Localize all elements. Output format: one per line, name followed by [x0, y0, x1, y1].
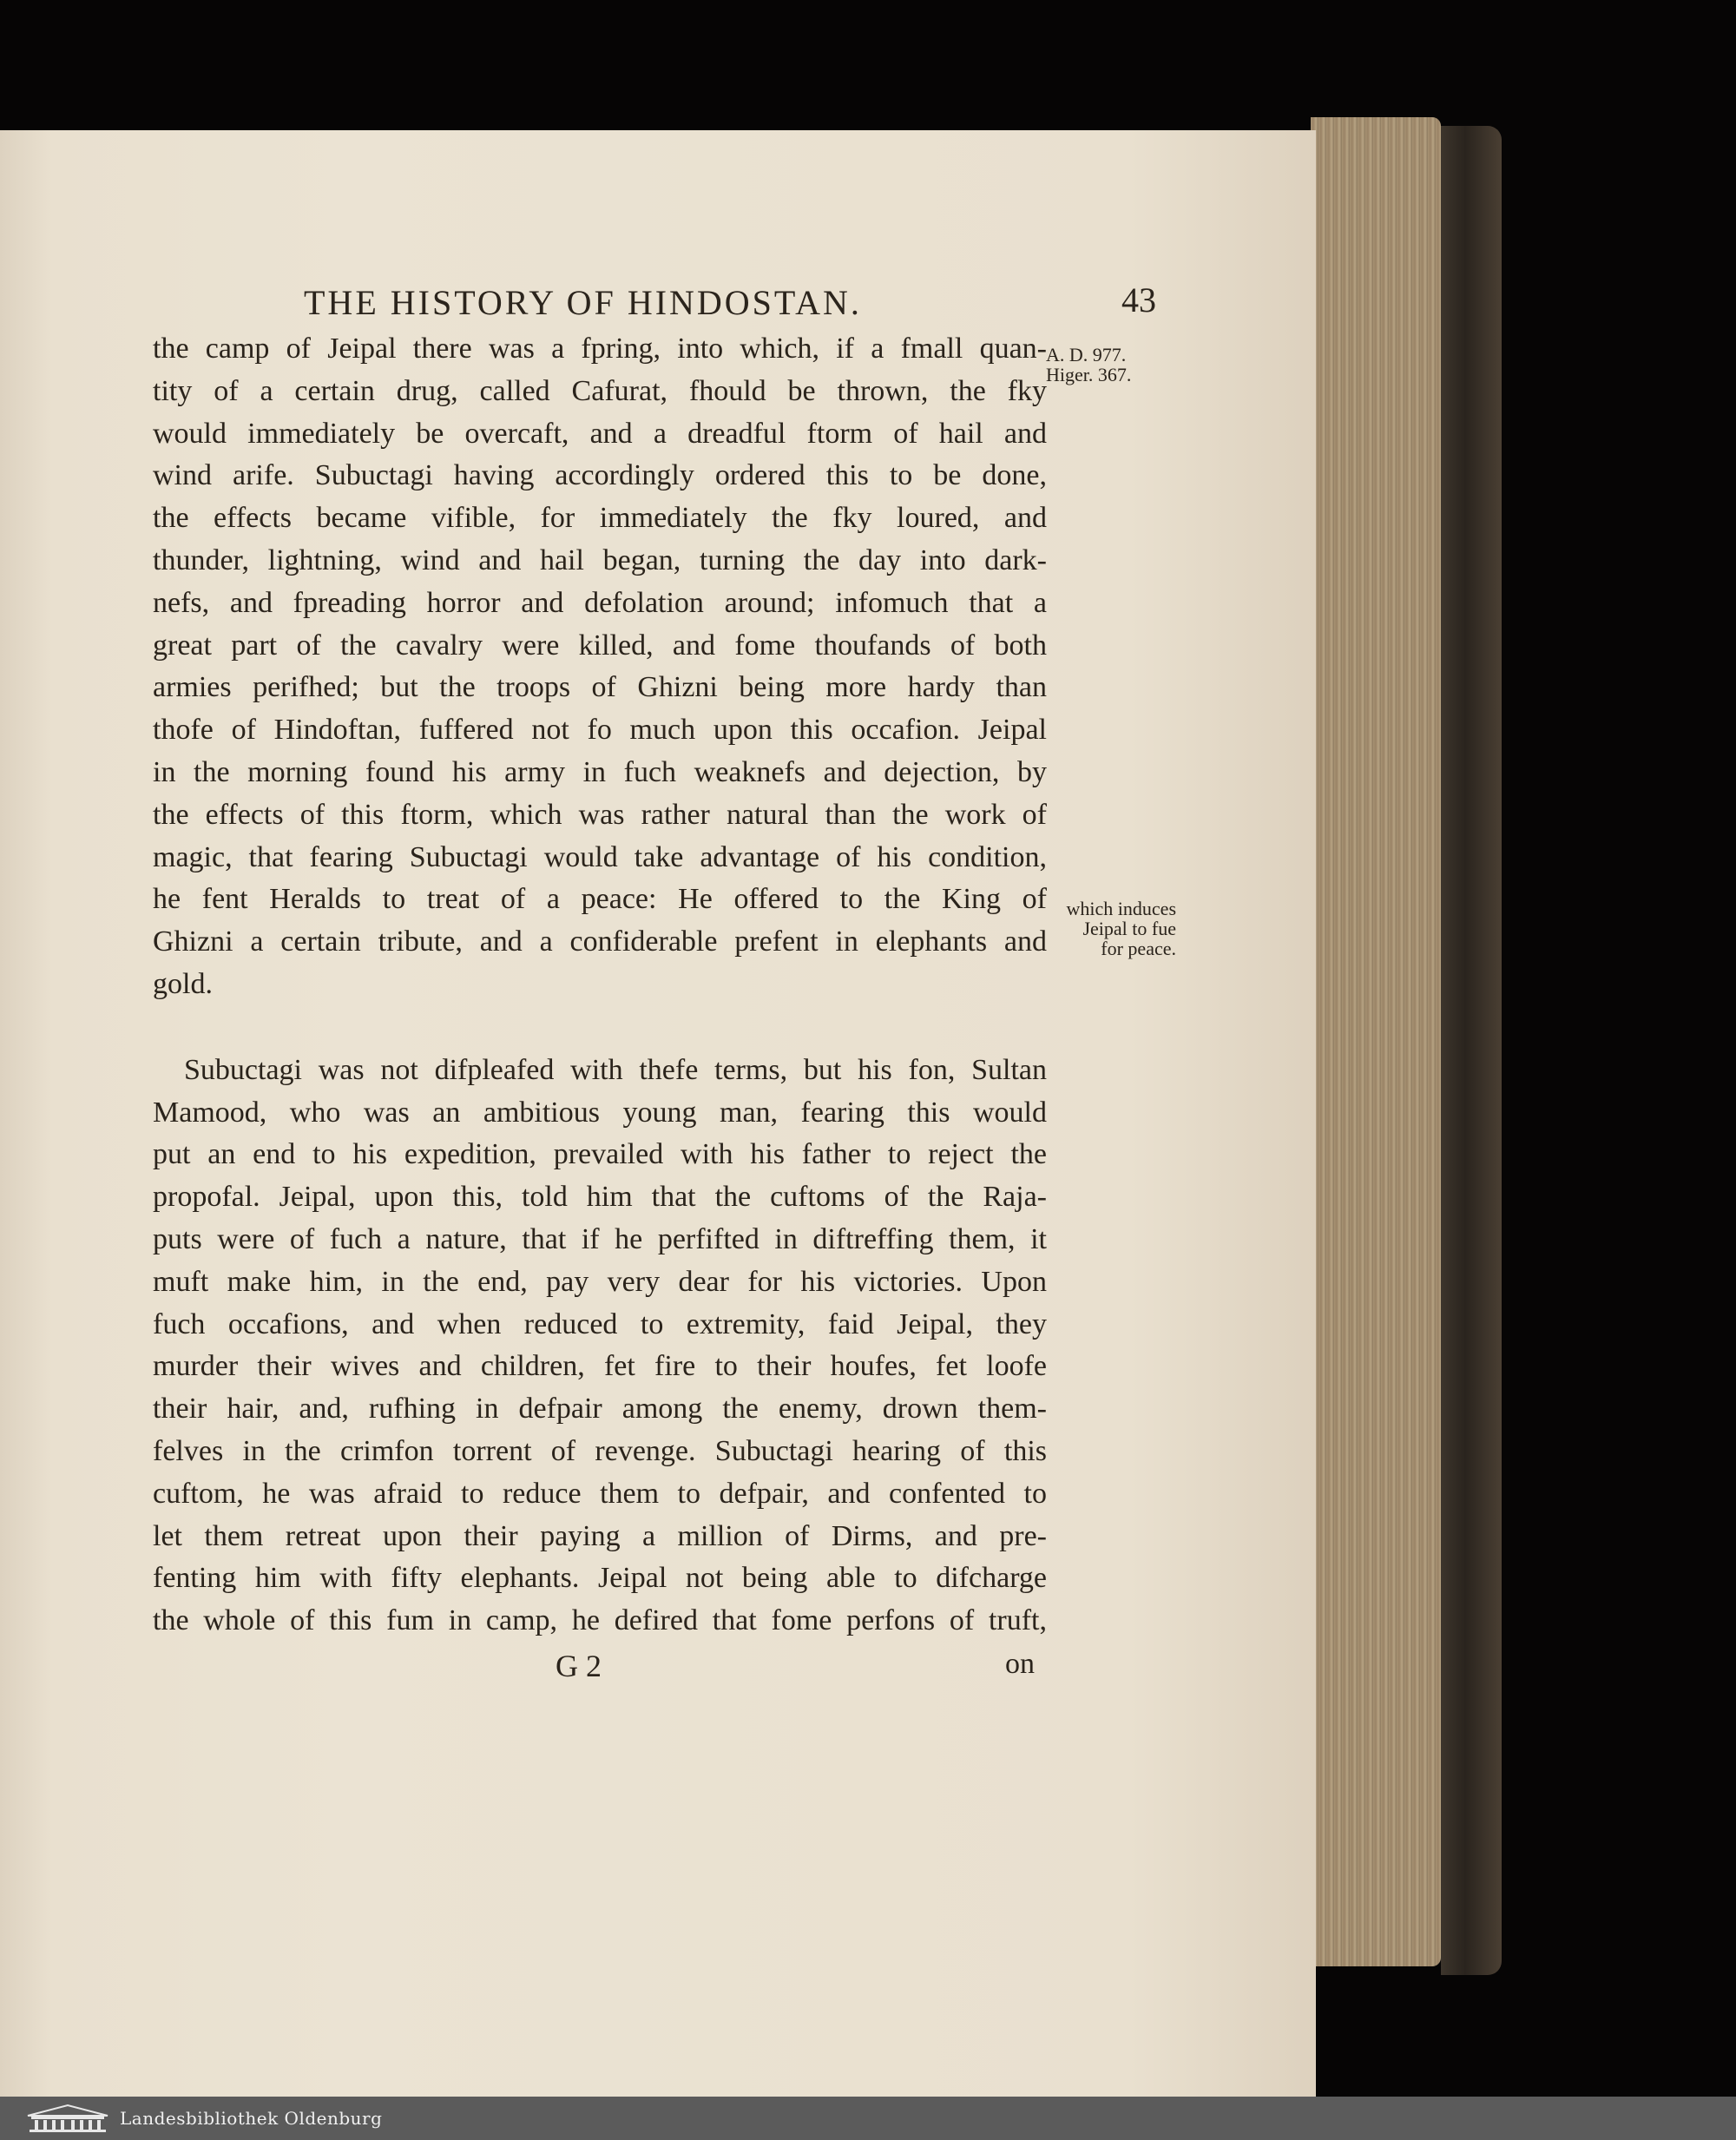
book-cover-edge: [1441, 126, 1502, 1975]
margin-note-peace-line-3: for peace.: [1101, 938, 1176, 959]
paragraph-gap: [153, 1006, 1047, 1050]
text-line: muft make him, in the end, pay very dear for his victories. Upon: [153, 1265, 1047, 1298]
text-line: propofal. Jeipal, upon this, told him that the cuftoms of the Raja-: [153, 1181, 1047, 1214]
text-line: Ghizni a certain tribute, and a confiderable prefent in elephants and: [153, 925, 1047, 958]
page-number: 43: [1121, 280, 1156, 319]
book-fore-edge: [1311, 117, 1441, 1966]
text-line: fuch occafions, and when reduced to extremity, faid Jeipal, they: [153, 1307, 1047, 1340]
text-line: Subuctagi was not difpleafed with thefe terms, but his fon, Sultan: [184, 1053, 1047, 1086]
text-line: wind arife. Subuctagi having accordingly ordered this to be done,: [153, 459, 1047, 492]
text-line: felves in the crimfon torrent of revenge. Subuctagi hearing of this: [153, 1434, 1047, 1467]
margin-note-date-line-2: Higer. 367.: [1046, 364, 1132, 385]
running-head: THE HISTORY OF HINDOSTAN.: [304, 283, 862, 322]
text-line: thunder, lightning, wind and hail began, turning the day into dark-: [153, 543, 1047, 576]
text-line: the camp of Jeipal there was a fpring, into which, if a fmall quan-: [153, 333, 1047, 365]
text-line: would immediately be overcaft, and a dreadful ftorm of hail and: [153, 417, 1047, 450]
text-line: in the morning found his army in fuch weaknefs and dejection, by: [153, 755, 1047, 788]
signature-mark: G 2: [556, 1649, 602, 1683]
margin-note-peace-line-1: which induces: [1066, 898, 1176, 919]
text-line: murder their wives and children, fet fire to their houfes, fet loofe: [153, 1350, 1047, 1383]
margin-note-peace-line-2: Jeipal to fue: [1082, 918, 1176, 939]
margin-note-date: [1046, 345, 1131, 385]
text-line: he fent Heralds to treat of a peace: He offered to the King of: [153, 883, 1047, 916]
paragraph-2: [153, 1050, 1047, 1643]
footer-bar: [0, 2097, 1736, 2140]
text-line: tity of a certain drug, called Cafurat, fhould be thrown, the fky: [153, 374, 1047, 407]
text-line: thofe of Hindoftan, fuffered not fo much upon this occafion. Jeipal: [153, 714, 1047, 747]
text-line: Mamood, who was an ambitious young man, fearing this would: [153, 1096, 1047, 1129]
catchword: on: [1005, 1648, 1035, 1680]
text-line: let them retreat upon their paying a million of Dirms, and pre-: [153, 1519, 1047, 1552]
text-line: great part of the cavalry were killed, and fome thoufands of both: [153, 629, 1047, 662]
text-line: put an end to his expedition, prevailed with his father to reject the: [153, 1138, 1047, 1171]
library-building-icon: [24, 2104, 111, 2133]
margin-note-date-line-1: A. D. 977.: [1046, 344, 1127, 365]
text-line: nefs, and fpreading horror and defolation around; infomuch that a: [153, 586, 1047, 619]
body-text: [153, 328, 1047, 1643]
paragraph-1: [153, 328, 1047, 1006]
text-line: the effects became vifible, for immediately the fky loured, and: [153, 502, 1047, 535]
margin-note-peace: [1046, 899, 1176, 958]
text-line: the effects of this ftorm, which was rather natural than the work of: [153, 798, 1047, 831]
text-line: fenting him with fifty elephants. Jeipal not being able to difcharge: [153, 1562, 1047, 1595]
text-line: gold.: [153, 967, 213, 1000]
text-line: cuftom, he was afraid to reduce them to defpair, and confented to: [153, 1477, 1047, 1510]
text-line: magic, that fearing Subuctagi would take advantage of his condition,: [153, 840, 1047, 873]
text-line: puts were of fuch a nature, that if he perfifted in diftreffing them, it: [153, 1222, 1047, 1255]
text-line: their hair, and, rufhing in defpair among the enemy, drown them-: [153, 1393, 1047, 1426]
library-name: Landesbibliothek Oldenburg: [120, 2108, 383, 2129]
text-line: armies perifhed; but the troops of Ghizni being more hardy than: [153, 671, 1047, 704]
text-line: the whole of this fum in camp, he defired that fome perfons of truft,: [153, 1604, 1047, 1637]
